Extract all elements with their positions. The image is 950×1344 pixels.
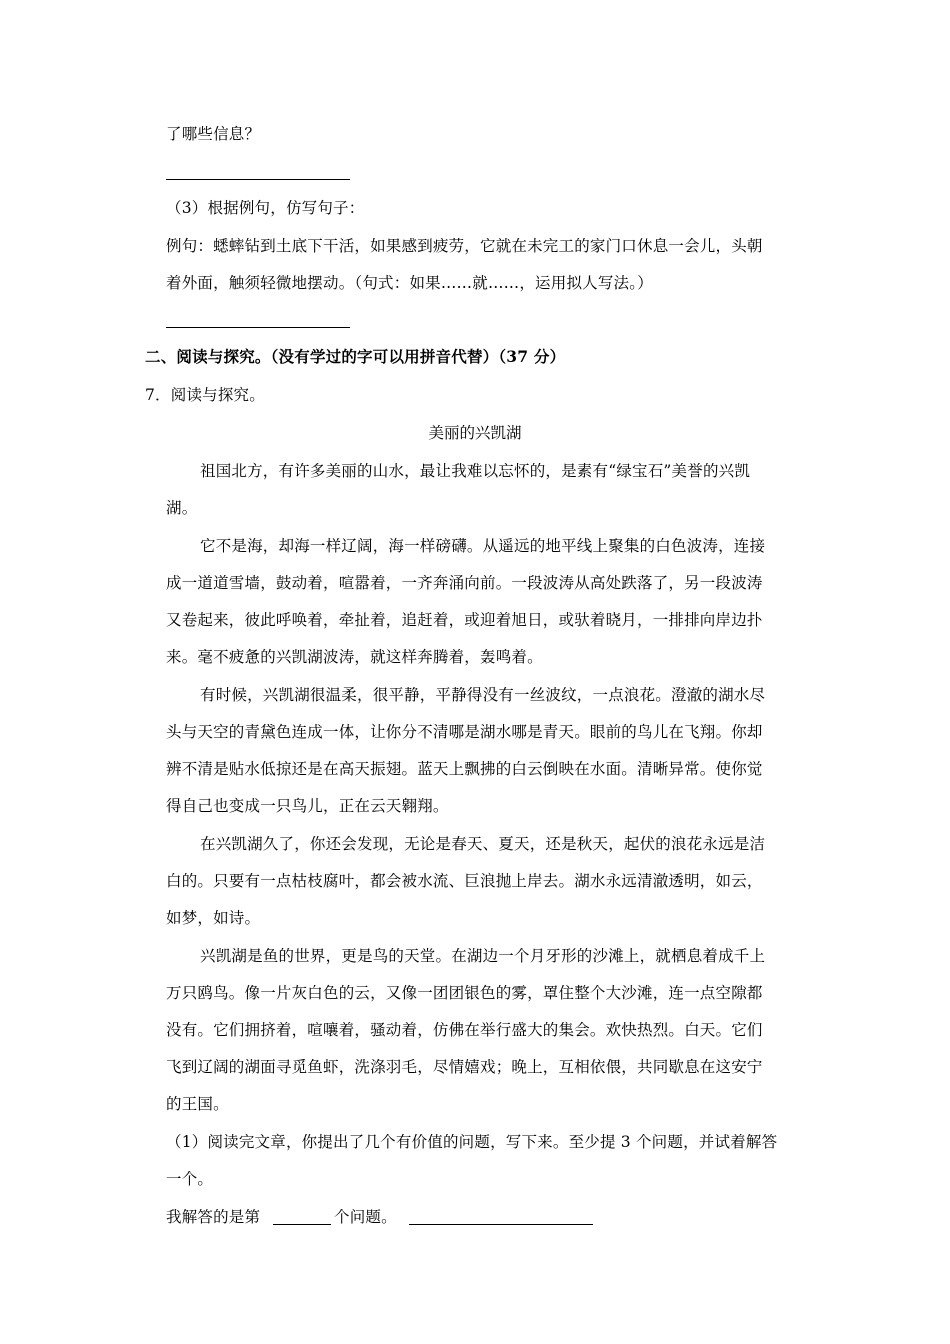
- passage-line: 如梦，如诗。: [166, 909, 261, 927]
- question-number-blank[interactable]: [273, 1224, 331, 1225]
- passage-line: 没有。它们拥挤着，喧嚷着，骚动着，仿佛在举行盛大的集会。欢快热烈。白天。它们: [166, 1021, 763, 1039]
- passage-line: 湖。: [166, 499, 198, 517]
- q6-3-example-line-2: 着外面，触须轻微地摆动。（句式：如果……就……，运用拟人写法。）: [166, 274, 653, 292]
- section-heading: 二、阅读与探究。（没有学过的字可以用拼音代替）（37 分）: [145, 347, 566, 366]
- passage-line: 兴凯湖是鱼的世界，更是鸟的天堂。在湖边一个月牙形的沙滩上，就栖息着成千上: [200, 947, 766, 965]
- passage-line: 又卷起来，彼此呼唤着，牵扯着，追赶着，或迎着旭日，或驮着晓月，一排排向岸边扑: [166, 611, 763, 629]
- passage-line: 成一道道雪墙，鼓动着，喧嚣着，一齐奔涌向前。一段波涛从高处跌落了，另一段波涛: [166, 574, 763, 592]
- passage-line: 万只鸥鸟。像一片灰白色的云，又像一团团银色的雾，罩住整个大沙滩，连一点空隙都: [166, 984, 763, 1002]
- passage-line: 飞到辽阔的湖面寻觅鱼虾，洗涤羽毛，尽情嬉戏；晚上，互相依偎，共同歇息在这安宁: [166, 1058, 763, 1076]
- answer-blank-line[interactable]: [166, 179, 350, 180]
- passage-line: 在兴凯湖久了，你还会发现，无论是春天、夏天，还是秋天，起伏的浪花永远是洁: [200, 835, 766, 853]
- answer-blank-line[interactable]: [409, 1224, 593, 1225]
- passage-line: 它不是海，却海一样辽阔，海一样磅礴。从遥远的地平线上聚集的白色波涛，连接: [200, 537, 766, 555]
- passage-line: 辨不清是贴水低掠还是在高天振翅。蓝天上飘拂的白云倒映在水面。清晰异常。使你觉: [166, 760, 763, 778]
- q7-1-prompt-line-2: 一个。: [166, 1170, 214, 1188]
- q6-tail-text: 了哪些信息？: [166, 125, 261, 143]
- q7-1-prompt-line-1: （1）阅读完文章，你提出了几个有价值的问题，写下来。至少提 3 个问题，并试着解答: [166, 1133, 778, 1151]
- q7-label: 7．阅读与探究。: [145, 386, 265, 404]
- passage-line: 有时候，兴凯湖很温柔，很平静，平静得没有一丝波纹，一点浪花。澄澈的湖水尽: [200, 686, 766, 704]
- answer-suffix: 个问题。: [334, 1208, 397, 1226]
- passage-line: 的王国。: [166, 1095, 229, 1113]
- passage-title: 美丽的兴凯湖: [428, 424, 522, 442]
- q6-3-example-line-1: 例句：蟋蟀钻到土底下干活，如果感到疲劳，它就在未完工的家门口休息一会儿，头朝: [166, 237, 763, 255]
- passage-line: 祖国北方，有许多美丽的山水，最让我难以忘怀的，是素有“绿宝石”美誉的兴凯: [200, 462, 751, 480]
- passage-line: 来。毫不疲惫的兴凯湖波涛，就这样奔腾着，轰鸣着。: [166, 648, 543, 666]
- passage-line: 头与天空的青黛色连成一体，让你分不清哪是湖水哪是青天。眼前的鸟儿在飞翔。你却: [166, 723, 763, 741]
- answer-prefix: 我解答的是第: [166, 1208, 261, 1226]
- answer-blank-line[interactable]: [166, 327, 350, 328]
- passage-line: 得自己也变成一只鸟儿，正在云天翱翔。: [166, 797, 449, 815]
- q6-3-prompt: （3）根据例句，仿写句子：: [166, 199, 365, 217]
- passage-line: 白的。只要有一点枯枝腐叶，都会被水流、巨浪抛上岸去。湖水永远清澈透明，如云，: [166, 872, 763, 890]
